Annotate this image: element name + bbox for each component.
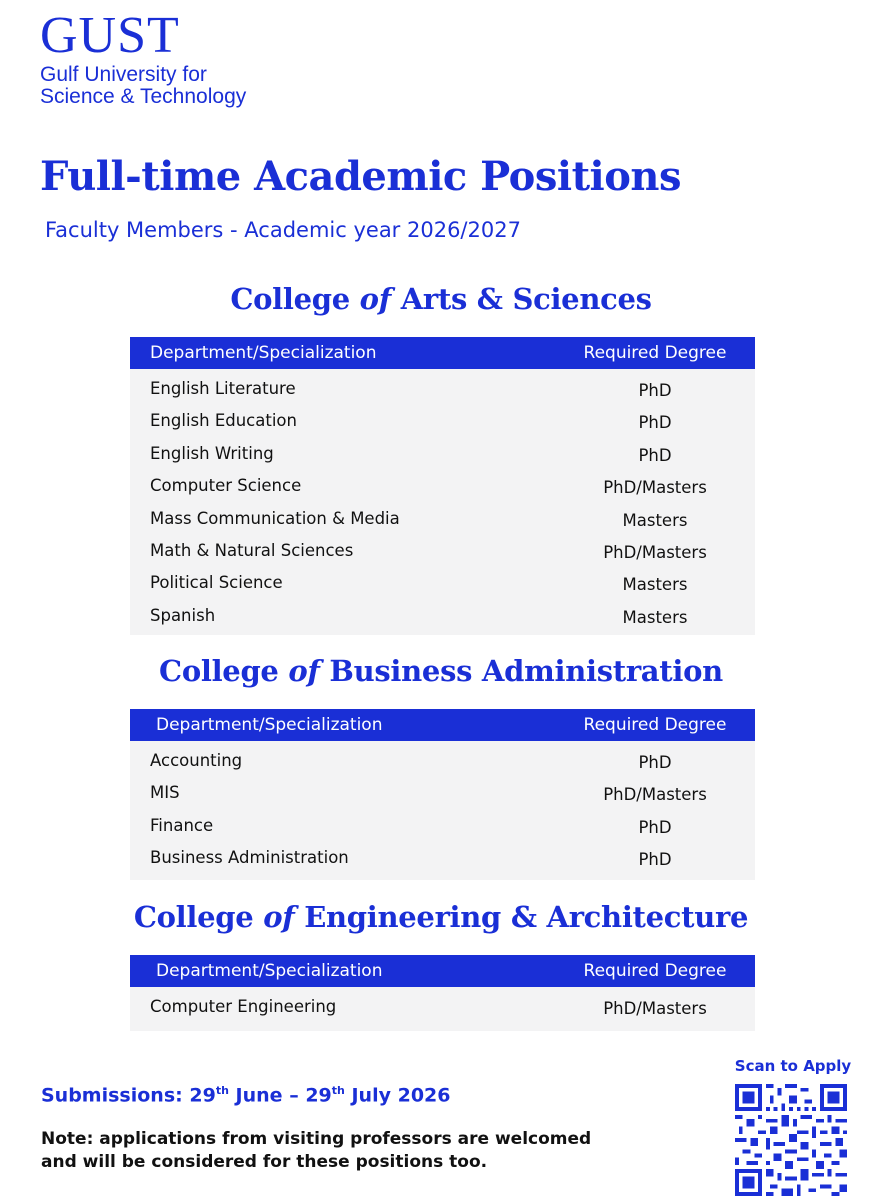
table-row bbox=[130, 993, 755, 1025]
college-business-title bbox=[0, 654, 882, 688]
table-row bbox=[130, 747, 755, 779]
note-line-1: Note: applications from visiting professors are welcomed bbox=[41, 1129, 592, 1149]
college-of: of bbox=[359, 282, 391, 316]
college-prefix: College bbox=[133, 900, 254, 934]
end-month-year: July 2026 bbox=[351, 1084, 451, 1107]
header-department: Department/Specialization bbox=[156, 715, 383, 735]
college-of: of bbox=[263, 900, 295, 934]
scan-to-apply-label: Scan to Apply bbox=[734, 1057, 852, 1075]
end-suffix: th bbox=[331, 1084, 345, 1097]
logo-wordmark: GUST bbox=[40, 7, 180, 64]
engineering-table bbox=[130, 955, 755, 1031]
department-cell: MIS bbox=[150, 783, 180, 803]
visiting-professors-note bbox=[41, 1128, 641, 1174]
degree-cell: PhD/Masters bbox=[603, 478, 707, 498]
department-cell: Mass Communication & Media bbox=[150, 508, 400, 528]
start-day: 29 bbox=[189, 1084, 216, 1107]
page-title: Full-time Academic Positions bbox=[40, 153, 682, 200]
college-arts-sciences-title bbox=[0, 282, 882, 316]
degree-cell: PhD bbox=[638, 753, 672, 772]
department-cell: Political Science bbox=[150, 573, 283, 593]
department-cell: English Literature bbox=[150, 379, 296, 398]
college-name: Engineering & Architecture bbox=[304, 900, 749, 934]
header-department: Department/Specialization bbox=[150, 343, 377, 363]
degree-cell: PhD bbox=[638, 817, 672, 837]
table-header bbox=[130, 337, 755, 369]
table-row bbox=[130, 812, 755, 844]
header-department: Department/Specialization bbox=[156, 961, 383, 981]
degree-cell: PhD/Masters bbox=[603, 785, 707, 805]
department-cell: Computer Science bbox=[150, 476, 302, 496]
date-dash: – bbox=[289, 1084, 299, 1107]
department-cell: Math & Natural Sciences bbox=[150, 540, 354, 560]
degree-cell: PhD bbox=[638, 850, 672, 870]
college-prefix: College bbox=[159, 654, 279, 688]
logo-line-1: Gulf University for bbox=[40, 63, 207, 86]
university-logo bbox=[40, 8, 246, 108]
department-cell: Business Administration bbox=[150, 848, 349, 868]
header-degree: Required Degree bbox=[583, 961, 727, 981]
logo-line-2: Science & Technology bbox=[40, 85, 247, 108]
department-cell: English Writing bbox=[150, 443, 274, 463]
degree-cell: PhD bbox=[638, 413, 672, 433]
table-row bbox=[130, 472, 755, 504]
table-row bbox=[130, 505, 755, 537]
end-day: 29 bbox=[305, 1084, 332, 1107]
table-row bbox=[130, 440, 755, 472]
start-month: June bbox=[235, 1084, 283, 1107]
table-row bbox=[130, 407, 755, 439]
table-header bbox=[130, 709, 755, 741]
business-table bbox=[130, 709, 755, 880]
department-cell: English Education bbox=[150, 411, 297, 431]
page-subtitle: Faculty Members - Academic year 2026/2027 bbox=[45, 218, 521, 242]
table-row bbox=[130, 844, 755, 876]
department-cell: Accounting bbox=[150, 751, 243, 770]
table-row bbox=[130, 375, 755, 407]
degree-cell: Masters bbox=[622, 510, 688, 530]
college-name: Business Administration bbox=[329, 654, 723, 688]
start-suffix: th bbox=[215, 1084, 229, 1097]
header-degree: Required Degree bbox=[583, 343, 727, 363]
degree-cell: PhD/Masters bbox=[603, 542, 707, 562]
department-cell: Spanish bbox=[150, 605, 216, 625]
department-cell: Computer Engineering bbox=[150, 997, 337, 1016]
college-of: of bbox=[288, 654, 320, 688]
degree-cell: PhD/Masters bbox=[603, 999, 707, 1018]
table-row bbox=[130, 537, 755, 569]
table-row bbox=[130, 779, 755, 811]
college-engineering-title bbox=[0, 900, 882, 934]
header-degree: Required Degree bbox=[583, 715, 727, 735]
note-line-2: and will be considered for these positions too. bbox=[41, 1152, 488, 1172]
submissions-label: Submissions: bbox=[41, 1084, 183, 1107]
qr-code-icon[interactable] bbox=[735, 1084, 847, 1196]
degree-cell: Masters bbox=[622, 575, 688, 595]
table-row bbox=[130, 602, 755, 634]
degree-cell: PhD bbox=[638, 381, 672, 400]
submissions-dates bbox=[41, 1084, 450, 1106]
department-cell: Finance bbox=[150, 815, 214, 835]
table-row bbox=[130, 569, 755, 601]
degree-cell: Masters bbox=[622, 607, 688, 627]
table-header bbox=[130, 955, 755, 987]
degree-cell: PhD bbox=[638, 445, 672, 465]
college-prefix: College bbox=[230, 282, 350, 316]
college-name: Arts & Sciences bbox=[400, 282, 652, 316]
arts-sciences-table bbox=[130, 337, 755, 635]
